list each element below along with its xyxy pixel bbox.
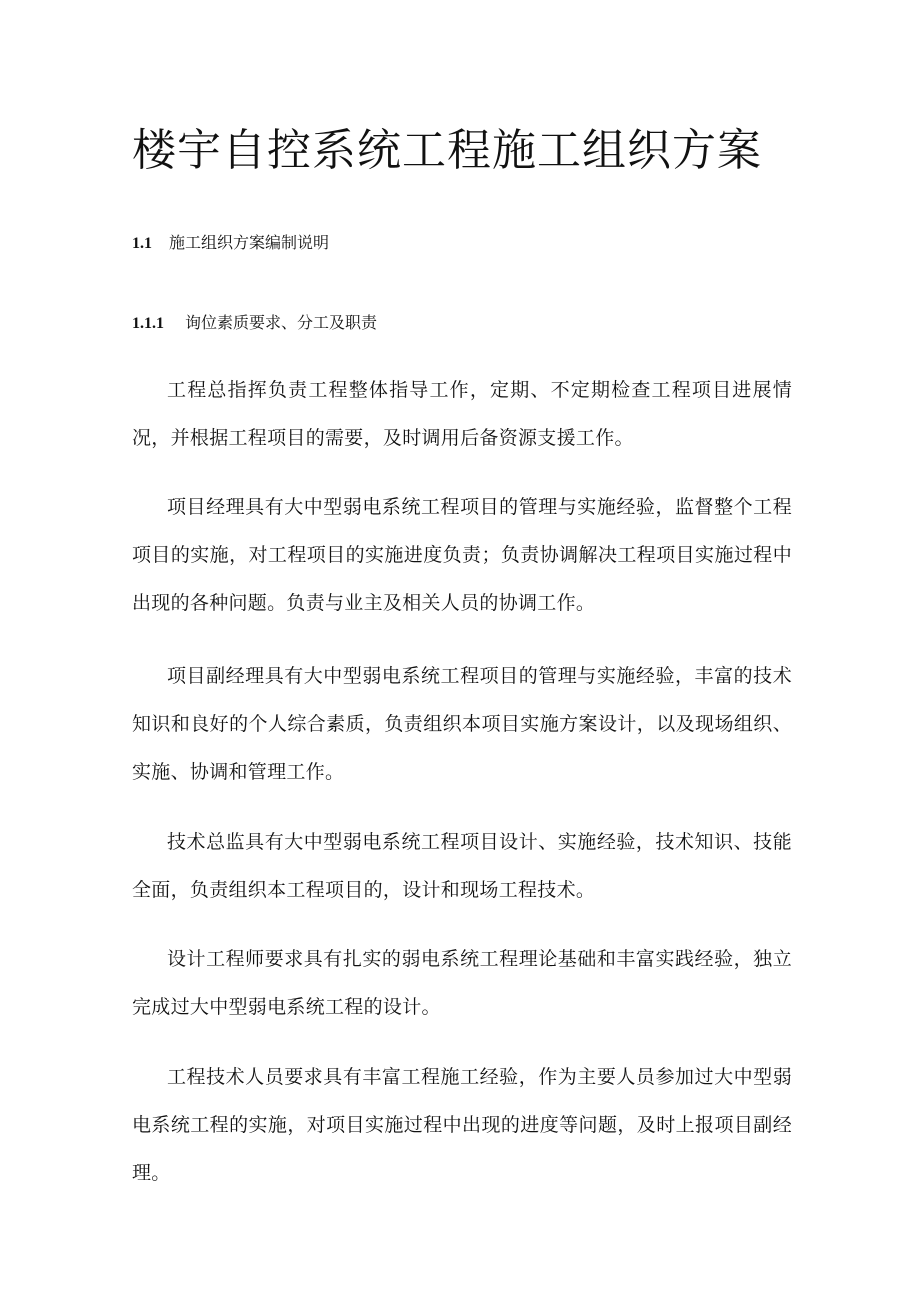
paragraph-deputy-manager-duties: 项目副经理具有大中型弱电系统工程项目的管理与实施经验，丰富的技术知识和良好的个人综合素质，负责组织本项目实施方案设计，以及现场组织、实施、协调和管理工作。 [132, 665, 792, 783]
paragraph-technical-director-duties: 技术总监具有大中型弱电系统工程项目设计、实施经验，技术知识、技能全面，负责组织本工程项目的，设计和现场工程技术。 [132, 831, 792, 901]
subsection-number: 1.1.1 [132, 315, 164, 332]
paragraph-project-manager-duties: 项目经理具有大中型弱电系统工程项目的管理与实施经验，监督整个工程项目的实施，对工程项目的实施进度负责；负责协调解决工程项目实施过程中出现的各种问题。负责与业主及相关人员的协调工作。 [132, 496, 792, 614]
paragraph-design-engineer-requirements: 设计工程师要求具有扎实的弱电系统工程理论基础和丰富实践经验，独立完成过大中型弱电系统工程的设计。 [132, 948, 792, 1018]
section-heading [132, 231, 329, 256]
subsection-heading [132, 311, 377, 336]
document-title: 楼宇自控系统工程施工组织方案 [132, 125, 762, 176]
paragraph-commander-duties: 工程总指挥负责工程整体指导工作，定期、不定期检查工程项目进展情况，并根据工程项目的需要，及时调用后备资源支援工作。 [132, 379, 792, 449]
paragraph-technical-staff-requirements: 工程技术人员要求具有丰富工程施工经验，作为主要人员参加过大中型弱电系统工程的实施，对项目实施过程中出现的进度等问题，及时上报项目副经理。 [132, 1066, 792, 1184]
subsection-title: 询位素质要求、分工及职责 [185, 313, 378, 332]
section-number: 1.1 [132, 235, 152, 252]
section-title: 施工组织方案编制说明 [169, 233, 330, 252]
